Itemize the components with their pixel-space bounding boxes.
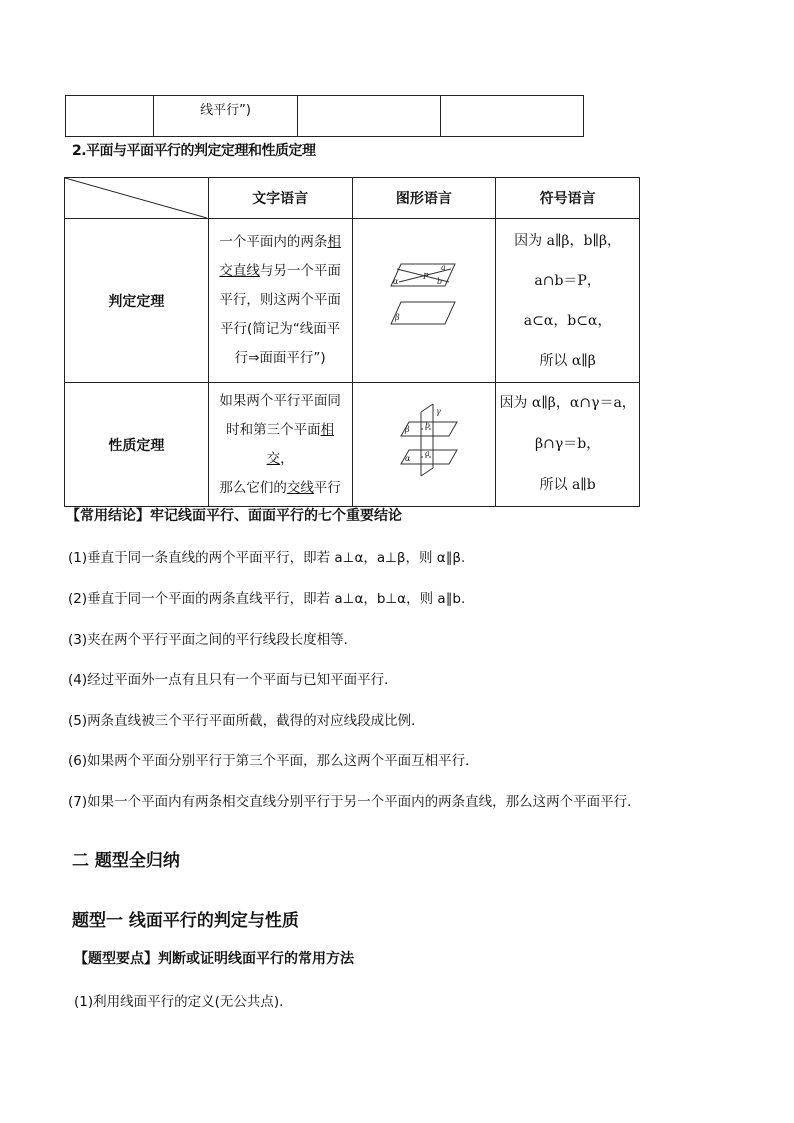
symbol-line: a∩b＝P， [534,272,601,289]
conclusion-item: (5)两条直线被三个平行平面所截，截得的对应线段成比例． [68,713,425,729]
diagonal-line [65,178,207,218]
method-item: (1)利用线面平行的定义(无公共点)． [74,994,293,1010]
figure-label: γ [435,406,441,416]
criterion-figure-cell [352,219,496,383]
figure-label: β [394,312,400,322]
text-line: 行⇒面面平行”) [234,350,326,366]
criterion-symbol-cell [496,219,640,383]
underlined-term: 交线 [286,479,314,496]
conclusion-title: 【常用结论】牢记线面平行、面面平行的七个重要结论 [66,508,402,524]
intersecting-planes-figure [353,388,495,498]
table-cell [66,96,154,137]
figure-label: β [404,424,410,434]
header-text-language: 文字语言 [208,178,352,219]
conclusion-item: (3)夹在两个平行平面之间的平行线段长度相等． [68,632,358,648]
table-row [65,219,640,383]
symbol-line: 所以 a∥b [539,477,596,493]
parallel-planes-figure [353,244,495,354]
header-graphic-language: 图形语言 [352,178,496,219]
underlined-term: 相交 [266,421,335,467]
symbol-line: a⊂α，b⊂α， [523,312,612,329]
text-line: 平行，则这两个平面 [219,292,341,308]
underlined-term: 交直线 [219,263,260,279]
table-cell: 线平行”) [154,96,297,137]
property-text-cell [208,383,352,507]
symbol-line: 因为 a∥β，b∥β， [514,232,622,249]
table-cell [440,96,583,137]
text-line: 平行(简记为“线面平 [219,321,341,337]
figure-label: b [424,420,430,430]
continuation-table [65,95,584,137]
figure-label: α [392,276,399,286]
symbol-line: 因为 α∥β，α∩γ＝a， [499,395,636,411]
criterion-text-cell [208,219,352,383]
symbol-line: β∩γ＝b， [535,436,601,452]
text-line: 那么它们的 [219,479,287,496]
section-heading: 2.平面与平面平行的判定定理和性质定理 [72,143,316,159]
conclusion-item: (4)经过平面外一点有且只有一个平面与已知平面平行． [68,672,398,688]
figure-label: α [404,453,411,463]
figure-label: b [436,276,442,286]
figure-label: a [440,262,446,272]
diagonal-header-cell [65,178,209,219]
property-figure-cell [352,383,496,507]
underlined-term: 相 [327,234,341,250]
table-header-row [65,178,640,219]
property-symbol-cell [496,383,640,507]
conclusion-item: (2)垂直于同一个平面的两条直线平行，即若 a⊥α，b⊥α，则 a∥b. [68,591,466,607]
text-line: 一个平面内的两条 [219,234,328,250]
table-cell [297,96,440,137]
header-symbol-language: 符号语言 [496,178,640,219]
row-name-criterion: 判定定理 [65,219,209,383]
key-points-title: 【题型要点】判断或证明线面平行的常用方法 [74,951,354,967]
text-line: 与另一个平面 [259,263,341,279]
row-name-property: 性质定理 [65,383,209,507]
theorem-table [64,177,640,507]
text-line: 时和第三个平面 [226,421,321,438]
figure-label: P [422,271,429,281]
figure-label: a [424,448,430,458]
conclusion-item: (1)垂直于同一条直线的两个平面平行，即若 a⊥α，a⊥β，则 α∥β. [68,550,466,566]
symbol-line: 所以 α∥β [539,352,596,369]
table-row [65,383,640,507]
text-line: 平行 [313,479,341,496]
conclusion-item: (6)如果两个平面分别平行于第三个平面，那么这两个平面互相平行． [68,753,479,769]
section-title: 二 题型全归纳 [72,851,180,871]
text-line: 如果两个平行平面同 [219,392,341,409]
conclusion-item: (7)如果一个平面内有两条相交直线分别平行于另一个平面内的两条直线，那么这两个平面平行． [68,794,641,810]
problem-type-title: 题型一 线面平行的判定与性质 [72,911,299,931]
text-line: ， [280,450,294,467]
